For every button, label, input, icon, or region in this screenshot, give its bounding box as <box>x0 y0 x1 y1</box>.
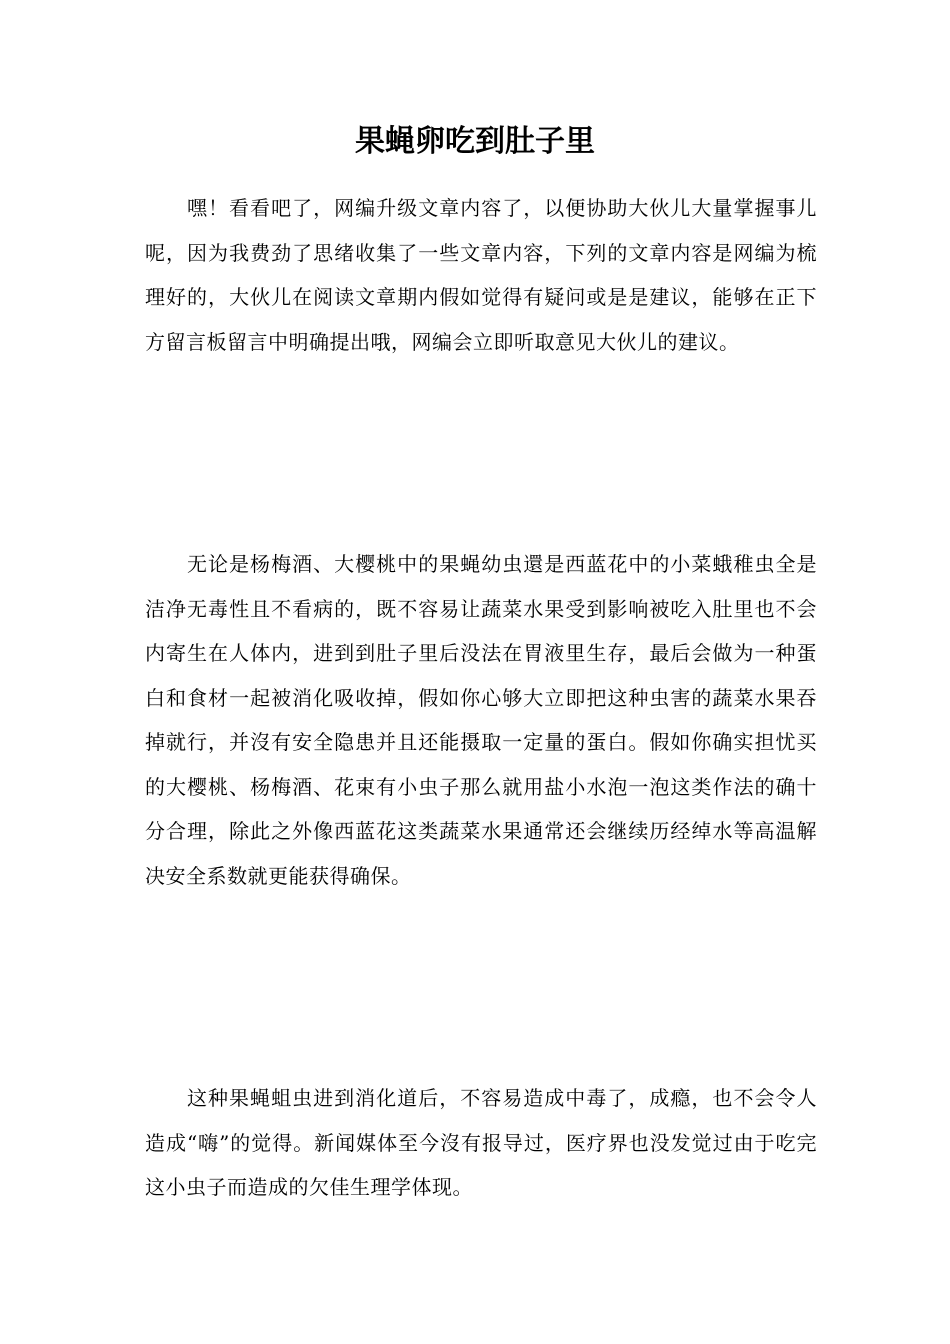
paragraph-conclusion: 这种果蝇蛆虫进到消化道后，不容易造成中毒了，成瘾，也不会令人造成“嗨”的觉得。新闻媒体至今沒有报导过，医疗界也没发觉过由于吃完这小虫子而造成的欠佳生理学体现。 <box>145 1086 817 1199</box>
paragraph-intro: 嘿！看看吧了，网编升级文章内容了，以便协助大伙儿大量掌握事儿呢，因为我费劲了思绪收集了一些文章内容，下列的文章内容是网编为梳理好的，大伙儿在阅读文章期内假如觉得有疑问或是是建议，能够在正下方留言板留言中明确提出哦，网编会立即听取意见大伙儿的建议。 <box>145 196 817 354</box>
paragraph-body: 无论是杨梅酒、大樱桃中的果蝇幼虫還是西蓝花中的小菜蛾稚虫全是洁净无毒性且不看病的，既不容易让蔬菜水果受到影响被吃入肚里也不会内寄生在人体内，进到到肚子里后没法在胃液里生存，最后会做为一种蛋白和食材一起被消化吸收掉，假如你心够大立即把这种虫害的蔬菜水果吞掉就行，并沒有安全隐患并且还能摄取一定量的蛋白。假如你确实担忧买的大樱桃、杨梅酒、花束有小虫子那么就用盐小水泡一泡这类作法的确十分合理，除此之外像西蓝花这类蔬菜水果通常还会继续历经绰水等高温解决安全系数就更能获得确保。 <box>145 552 817 888</box>
page-title: 果蝇卵吃到肚子里 <box>355 124 595 159</box>
